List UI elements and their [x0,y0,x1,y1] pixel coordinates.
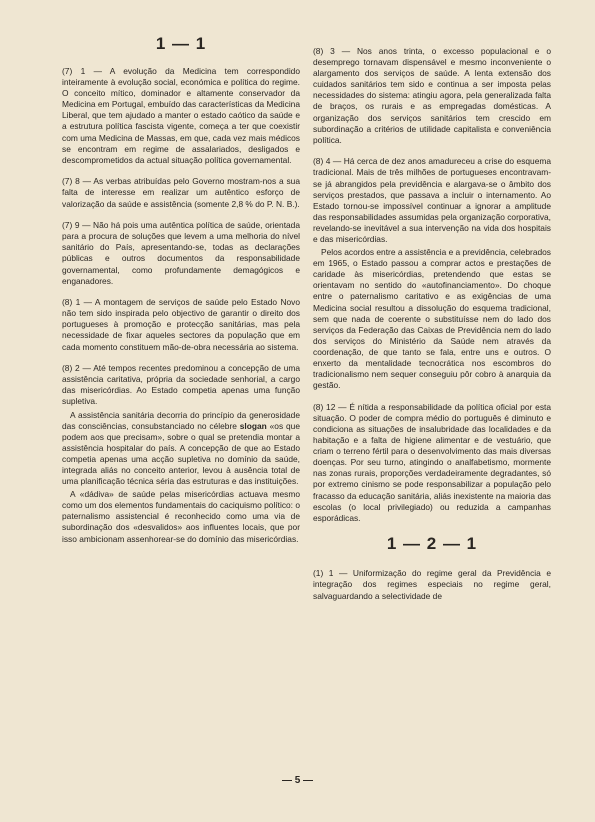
paragraph: (1) 1 — Uniformização do regime geral da Previdência e integração dos regimes especiais no regime geral, salvaguardando a selectividade de [313,568,551,601]
paragraph: (8) 2 — Até tempos recentes predominou a concepção de uma assistência caritativa, própria da sociedade senhorial, a cargo das misericórdias. Ao Estado competia apenas uma função supletiva. [62,363,300,407]
paragraph: (8) 3 — Nos anos trinta, o excesso populacional e o desemprego tornavam dispensável e mesmo inconveniente o alargamento dos serviços de saúde. A lenta extensão dos cuidados sanitários tem sido e continua a ser imposta pelas necessidades do sistema: atingiu agora, pela generalizada falta de braços, os rurais e as empregadas domésticas. A organização dos serviços sanitários tem crescido em subordinação a critérios de utilidade capitalista e conveniência política. [313,46,551,145]
paragraph: (7) 8 — As verbas atribuídas pelo Governo mostram-nos a sua falta de interesse em realizar um autêntico esforço de valorização da saúde e assistência (somente 2,8 % do P. N. B.). [62,176,300,209]
paragraph: A «dádiva» de saúde pelas misericórdias actuava mesmo como um dos elementos fundamentais do caciquismo político: o paternalismo assistencial é reconhecido como uma via de subordinação dos «desvalidos» aos influentes locais, que por isso ambicionam assenhorear-se do domínio das misericórdias. [62,489,300,544]
left-column [62,28,300,555]
section-heading-1-2-1: 1 — 2 — 1 [386,534,478,554]
paragraph: Pelos acordos entre a assistência e a previdência, celebrados em 1965, o Estado passou a comprar actos e prestações de caridade às misericórdias, pretendendo que estas se orientavam no sentido do «autofinanciamento». Do choque entre o paternalismo caritativo e as exigências de uma Medicina social resultou a dissolução do esquema tradicional, sem que nada de coerente o substituísse nem do lado dos serviços da Federação das Caixas de Previdência nem do lado dos serviços do Ministério da Saúde nem através da coordenação, de que tanto se fala, entre uns e outros. O enxerto da mentalidade tecnocrática nos escombros do tradicionalismo nem sequer conseguiu pôr cobro à anarquia da gestão. [313,247,551,391]
paragraph: (8) 4 — Há cerca de dez anos amadureceu a crise do esquema tradicional. Mais de três milhões de portugueses encontravam-se já abrangidos pela previdência e alargava-se o âmbito dos serviços prestados, que passava a incluir o internamento. Ao Estado tornou-se impossível continuar a ignorar a amplitude das responsabilidades assumidas pela organização corporativa, revelando-se inevitável a sua intervenção na vida dos hospitais e das misericórdias. [313,156,551,244]
slogan-term: slogan [239,420,267,431]
paragraph-with-slogan: A assistência sanitária decorria do princípio da generosidade das consciências, consubstanciado no célebre slogan «os que podem aos que precisam», sobre o qual se pretendia montar a assistência hospitalar do país. A concepção de que ao Estado competia apenas uma acção supletiva no domínio da saúde, integrada aliás no conceito anterior, levou à ausência total de uma planificação técnica séria das estruturas e das instituições. [62,409,300,487]
paragraph: (8) 1 — A montagem de serviços de saúde pelo Estado Novo não tem sido inspirada pelo objectivo de garantir o direito dos portugueses à promoção e protecção sanitárias, mas pela necessidade de fixar aqueles sectores da população que em cada momento constituem mão-de-obra necessária ao sistema. [62,297,300,352]
section-heading-1-1: 1 — 1 [155,34,207,53]
right-column [313,46,551,612]
paragraph: (7) 9 — Não há pois uma autêntica política de saúde, orientada para a procura de soluções que levem a uma melhoria do nível sanitário do País, apresentando-se, todas as declarações públicas e outros documentos da responsabilidade governamental, como profundamente demagógicos e enganadores. [62,220,300,286]
paragraph: (7) 1 — A evolução da Medicina tem correspondido inteiramente à evolução social, económica e política do regime. O conceito mítico, dominador e altamente conservador da Medicina em Portugal, embuído das características da Medicina Liberal, que tem ajudado a manter o estado caótico da saúde e a estrutura política fascista vigente, começa a ter que coexistir com uma Medicina de Massas, em que, cada vez mais médicos se encontram em regime de assalariados, desligados e descomprometidos da actual situação política governamental. [62,66,300,165]
paragraph: (8) 12 — É nítida a responsabilidade da política oficial por esta situação. O poder de compra médio do português é diminuto e condiciona as situações de insalubridade das localidades e da habitação e a falta de higiene alimentar e de vestuário, que criam o terreno fértil para o desenvolvimento das mais diversas doenças. Por seu turno, atingindo o analfabetismo, mormente nas zonas rurais, proporções verdadeiramente degradantes, só por extremo cinismo se pode responsabilizar a população pelo fracasso da educação sanitária, aliás inexistente na maioria das escolas (o local privilegiado) ou reduzida a campanhas esporádicas. [313,401,551,523]
page-number: — 5 — [281,775,314,786]
